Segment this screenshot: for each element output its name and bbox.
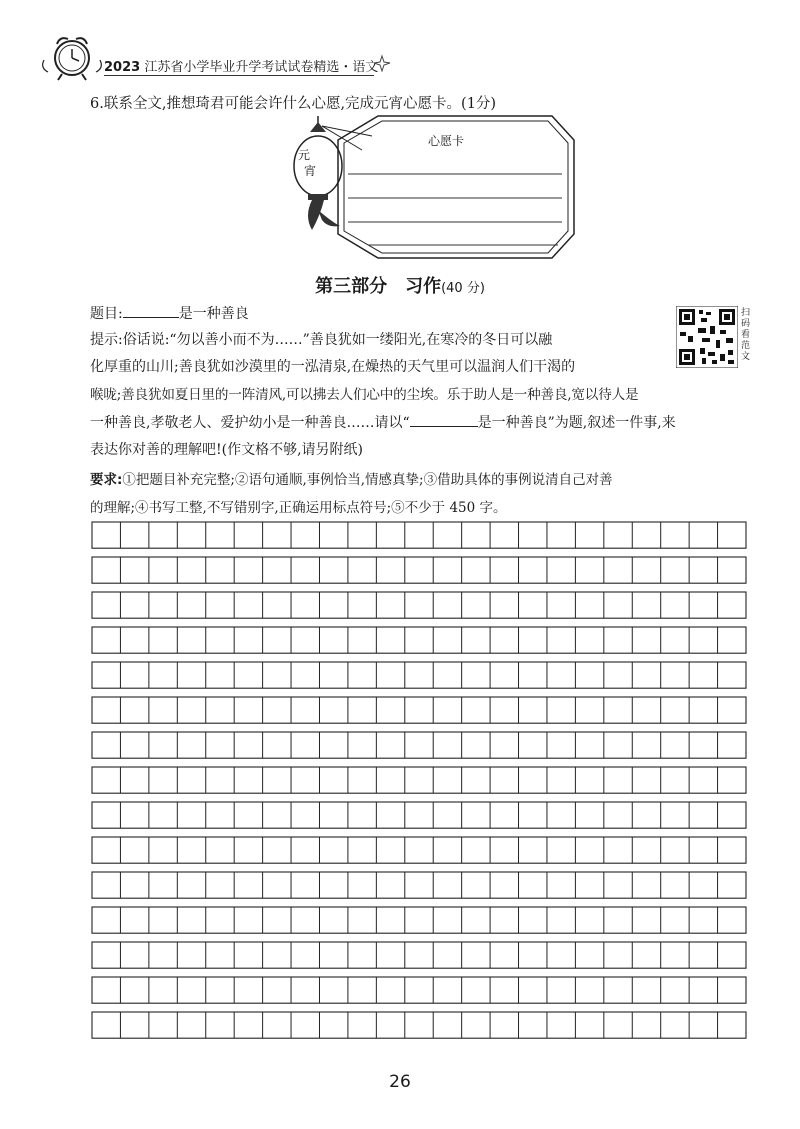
grid-row[interactable] — [92, 942, 746, 968]
grid-row[interactable] — [92, 837, 746, 863]
requirements-line-2: 的理解;④书写工整,不写错别字,正确运用标点符号;⑤不少于 450 字。 — [90, 500, 507, 516]
hint-line-1: 提示:俗话说:“勿以善小而不为……”善良犹如一缕阳光,在寒冷的冬日可以融 — [90, 332, 553, 348]
page-number: 26 — [389, 1072, 411, 1092]
grid-row[interactable] — [92, 1012, 746, 1038]
lantern-text-1: 元 — [298, 148, 311, 162]
header-title: 2023 江苏省小学毕业升学考试试卷精选・语文 — [104, 60, 379, 75]
grid-row[interactable] — [92, 732, 746, 758]
hint-line-4: 一种善良,孝敬老人、爱护幼小是一种善良……请以“ 是一种善良”为题,叙述一件事,来 — [90, 415, 676, 431]
grid-row[interactable] — [92, 802, 746, 828]
topic-line: 题目: 是一种善良 — [90, 306, 249, 322]
qr-code[interactable] — [676, 306, 738, 368]
question-6: 6.联系全文,推想琦君可能会许什么心愿,完成元宵心愿卡。(1分) — [90, 96, 497, 112]
grid-row[interactable] — [92, 767, 746, 793]
grid-row[interactable] — [92, 557, 746, 583]
grid-row[interactable] — [92, 627, 746, 653]
header-rule — [104, 75, 374, 76]
grid-row[interactable] — [92, 522, 746, 548]
grid-row[interactable] — [92, 697, 746, 723]
grid-row[interactable] — [92, 662, 746, 688]
sparkle-icon — [372, 54, 392, 72]
hint-line-5: 表达你对善的理解吧!(作文格不够,请另附纸) — [90, 442, 363, 458]
grid-row[interactable] — [92, 907, 746, 933]
grid-row[interactable] — [92, 977, 746, 1003]
requirements-line-1: 要求:①把题目补充完整;②语句通顺,事例恰当,情感真挚;③借助具体的事例说清自己对善 — [90, 472, 613, 488]
qr-label: 扫码看范文 — [741, 308, 751, 362]
hint-line-3: 喉咙;善良犹如夏日里的一阵清风,可以拂去人们心中的尘埃。乐于助人是一种善良,宽以待人是 — [90, 387, 639, 403]
grid-row[interactable] — [92, 872, 746, 898]
hint-line-2: 化厚重的山川;善良犹如沙漠里的一泓清泉,在燥热的天气里可以温润人们干渴的 — [90, 359, 576, 375]
grid-row[interactable] — [92, 592, 746, 618]
writing-grid[interactable] — [91, 521, 747, 1051]
alarm-clock-icon — [38, 30, 106, 82]
wish-card-title: 心愿卡 — [428, 134, 465, 148]
lantern-text-2: 宵 — [304, 164, 317, 178]
section-title: 第三部分 习作(40 分) — [315, 276, 485, 297]
